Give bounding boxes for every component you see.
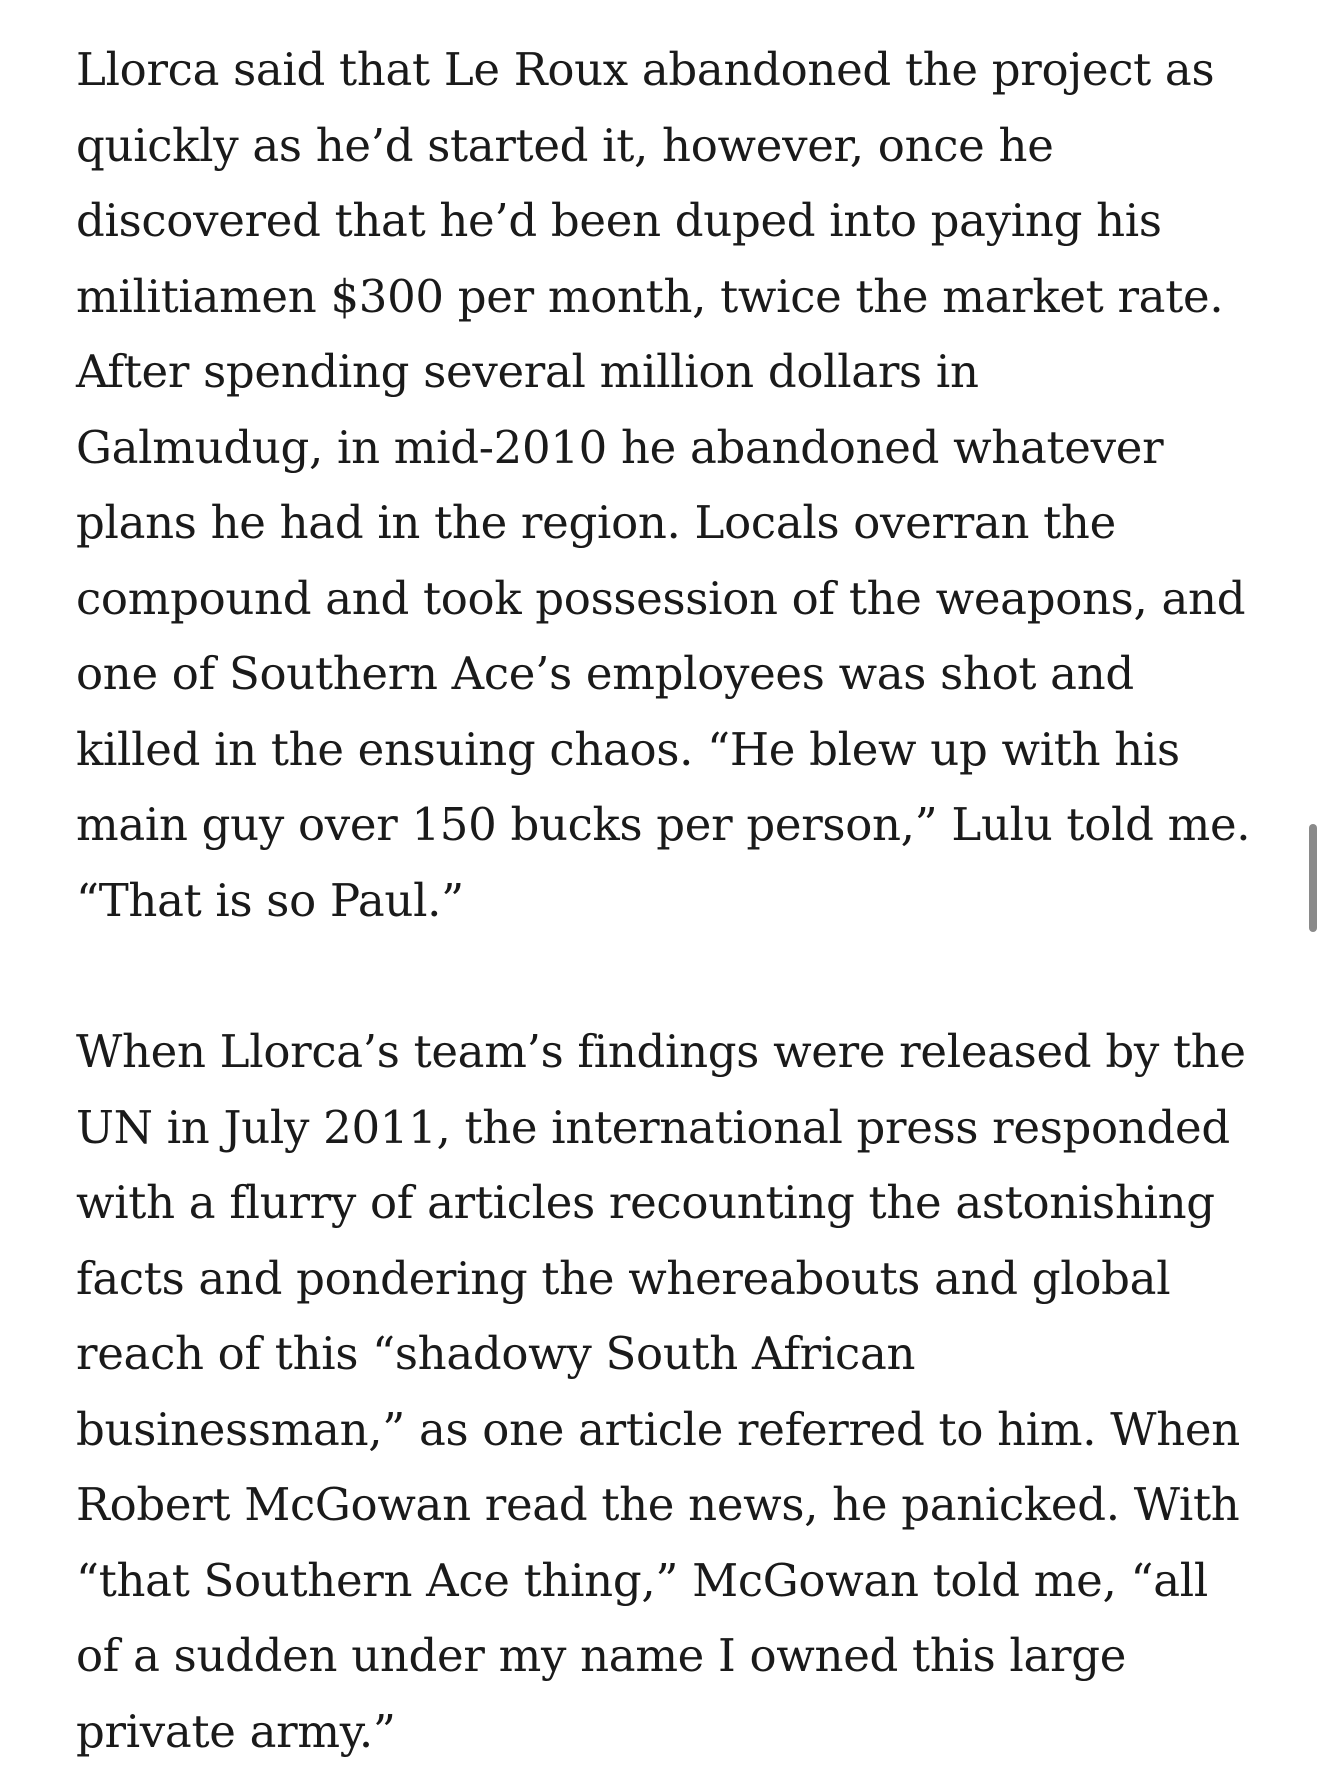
text-line: When Llorca’s team’s findings were released by the <box>76 1014 1266 1090</box>
text-line: “That is so Paul.” <box>76 863 1266 939</box>
text-line: of a sudden under my name I owned this large <box>76 1618 1266 1694</box>
text-line: one of Southern Ace’s employees was shot and <box>76 636 1266 712</box>
text-line: reach of this “shadowy South African <box>76 1316 1266 1392</box>
text-line: killed in the ensuing chaos. “He blew up with his <box>76 712 1266 788</box>
text-line: Llorca said that Le Roux abandoned the project as <box>76 32 1266 108</box>
article-body <box>76 32 1266 1769</box>
paragraph-1 <box>76 32 1266 938</box>
scrollbar-thumb[interactable] <box>1309 824 1317 932</box>
text-line: compound and took possession of the weapons, and <box>76 561 1266 637</box>
text-line: Robert McGowan read the news, he panicked. With <box>76 1467 1266 1543</box>
text-line: plans he had in the region. Locals overran the <box>76 485 1266 561</box>
text-line: facts and pondering the whereabouts and global <box>76 1241 1266 1317</box>
text-line: Galmudug, in mid-2010 he abandoned whatever <box>76 410 1266 486</box>
paragraph-2 <box>76 1014 1266 1769</box>
text-line: “that Southern Ace thing,” McGowan told me, “all <box>76 1543 1266 1619</box>
text-line: discovered that he’d been duped into paying his <box>76 183 1266 259</box>
paragraph-spacer <box>76 938 1266 1014</box>
text-line: UN in July 2011, the international press responded <box>76 1090 1266 1166</box>
text-line: After spending several million dollars in <box>76 334 1266 410</box>
text-line: main guy over 150 bucks per person,” Lulu told me. <box>76 787 1266 863</box>
text-line: militiamen $300 per month, twice the market rate. <box>76 259 1266 335</box>
text-line: private army.” <box>76 1694 1266 1769</box>
text-line: with a flurry of articles recounting the astonishing <box>76 1165 1266 1241</box>
text-line: quickly as he’d started it, however, once he <box>76 108 1266 184</box>
text-line: businessman,” as one article referred to him. When <box>76 1392 1266 1468</box>
